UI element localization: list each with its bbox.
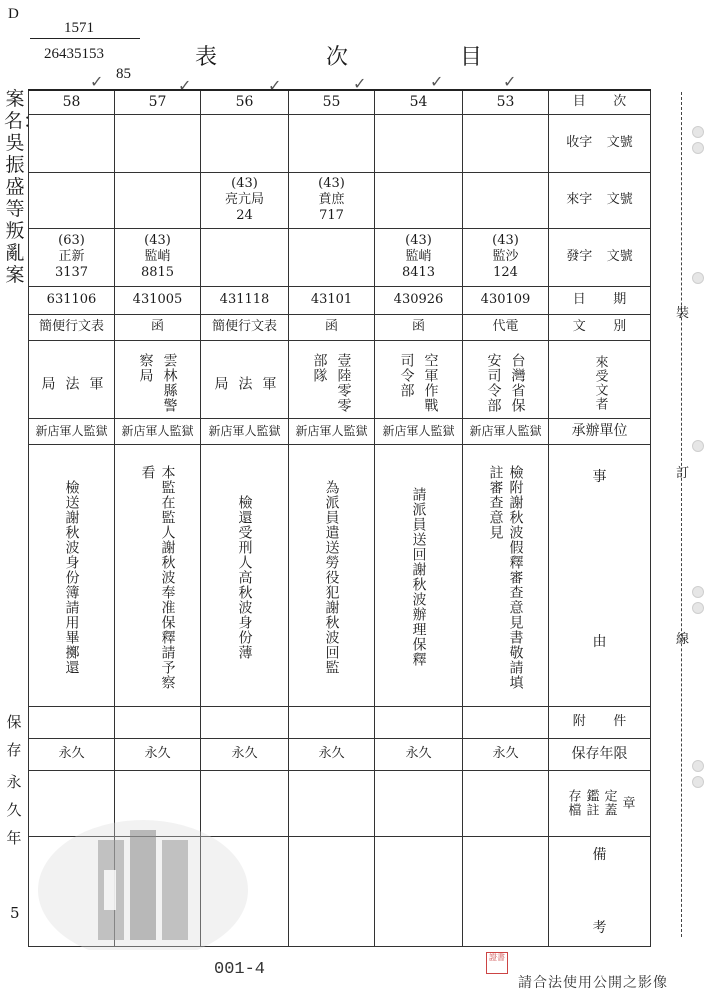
row-attachment [29, 706, 651, 738]
punch-hole [692, 760, 704, 772]
binding-char: 裝 [676, 306, 690, 321]
date-cell: 431118 [201, 286, 289, 314]
label-text: 收字 [566, 135, 593, 150]
outgoing-cell: (43) 監峭 8815 [115, 228, 201, 286]
label-text: 件 [613, 714, 627, 729]
outgoing-cell: (43) 監沙 124 [463, 228, 549, 286]
date-cell: 631106 [29, 286, 115, 314]
retention-cell: 永久 [375, 738, 463, 770]
title-char-2: 次 [326, 45, 351, 70]
label-text: 事 [592, 468, 607, 485]
attachment-cell [201, 706, 289, 738]
label-text: 存檔 [565, 789, 581, 817]
retention-cell: 永久 [289, 738, 375, 770]
subject-cell: 為派員遣送勞役犯謝秋波回監 [289, 444, 375, 706]
retention-cell: 永久 [463, 738, 549, 770]
retention-cell: 永久 [115, 738, 201, 770]
label-text: 別 [613, 319, 627, 334]
subject-cell: 檢還受刑人高秋波身份薄 [201, 444, 289, 706]
record-number-bottom: 26435153 [44, 46, 104, 62]
punch-hole [692, 776, 704, 788]
seal-stamp: 證書 [486, 952, 508, 974]
remarks-cell [375, 836, 463, 946]
row-label-date [549, 286, 651, 314]
remarks-cell [463, 836, 549, 946]
row-label-doctype [549, 314, 651, 340]
incoming-cell [375, 172, 463, 228]
punch-hole [692, 272, 704, 284]
archive-cell [375, 770, 463, 836]
row-label-remarks [549, 836, 651, 946]
received-cell [29, 114, 115, 172]
row-label-retention: 保存年限 [549, 738, 651, 770]
row-handler [29, 418, 651, 444]
from-to-cell: 軍 法 局 [201, 340, 289, 418]
date-cell: 430109 [463, 286, 549, 314]
doc-letter: D [8, 6, 19, 22]
record-number-small: 85 [116, 66, 131, 82]
date-cell: 43101 [289, 286, 375, 314]
attachment-cell [289, 706, 375, 738]
label-text: 期 [613, 292, 627, 307]
row-outgoing [29, 228, 651, 286]
title-char-3: 目 [460, 45, 485, 70]
item-number: 58 [29, 90, 115, 114]
case-title: 案名：吳振盛等叛亂案 [4, 88, 43, 286]
handler-cell: 新店軍人監獄 [289, 418, 375, 444]
row-label-incoming [549, 172, 651, 228]
received-cell [115, 114, 201, 172]
page-number: 001-4 [214, 960, 266, 979]
row-doctype [29, 314, 651, 340]
label-text: 文號 [606, 135, 633, 150]
subject-cell: 請派員送回謝秋波辦理保釋 [375, 444, 463, 706]
row-label-attachment [549, 706, 651, 738]
incoming-cell [29, 172, 115, 228]
handler-cell: 新店軍人監獄 [29, 418, 115, 444]
label-text: 文 [572, 319, 586, 334]
doctype-cell: 代電 [463, 314, 549, 340]
received-cell [201, 114, 289, 172]
remarks-cell [289, 836, 375, 946]
doctype-cell: 函 [289, 314, 375, 340]
handler-cell: 新店軍人監獄 [201, 418, 289, 444]
row-retention [29, 738, 651, 770]
row-label-outgoing [549, 228, 651, 286]
row-received [29, 114, 651, 172]
attachment-cell [115, 706, 201, 738]
record-number-top: 1571 [64, 20, 94, 36]
label-text: 由 [592, 633, 607, 650]
label-text: 備 [592, 846, 607, 863]
punch-hole [692, 586, 704, 598]
item-number: 54 [375, 90, 463, 114]
check-mark: ✓ [353, 74, 367, 93]
row-label-archive [549, 770, 651, 836]
title-char-1: 表 [195, 45, 220, 70]
doctype-cell: 函 [375, 314, 463, 340]
row-label-item [549, 90, 651, 114]
check-mark: ✓ [430, 72, 444, 91]
punch-hole [692, 440, 704, 452]
incoming-cell: (43) 亮亢局 24 [201, 172, 289, 228]
date-cell: 431005 [115, 286, 201, 314]
received-cell [289, 114, 375, 172]
subject-cell: 本監在監人謝秋波奉准保釋請予察 看 [115, 444, 201, 706]
retention-side-label: 保存 [6, 713, 22, 759]
incoming-cell [463, 172, 549, 228]
label-text: 考 [592, 919, 607, 936]
subject-cell: 檢送謝秋波身份簿請用畢擲還 [29, 444, 115, 706]
item-number: 56 [201, 90, 289, 114]
subject-cell: 檢附謝秋波假釋審查意見書敬請填 註審查意見 [463, 444, 549, 706]
received-cell [463, 114, 549, 172]
handler-cell: 新店軍人監獄 [115, 418, 201, 444]
incoming-cell: (43) 賁庶 717 [289, 172, 375, 228]
from-to-cell: 台灣省保 安司令部 [463, 340, 549, 418]
outgoing-cell: (63) 正新 3137 [29, 228, 115, 286]
attachment-cell [29, 706, 115, 738]
label-text: 日 [572, 292, 586, 307]
archive-watermark-logo [38, 800, 248, 950]
binding-line [681, 92, 682, 937]
handler-cell: 新店軍人監獄 [375, 418, 463, 444]
label-text: 來字 [566, 192, 593, 207]
retention-side-value: 永久年 [6, 773, 22, 847]
binding-char: 線 [676, 632, 690, 647]
attachment-cell [375, 706, 463, 738]
label-text: 鑑註 [583, 789, 599, 817]
row-label-handler: 承辦單位 [549, 418, 651, 444]
row-label-subject [549, 444, 651, 706]
incoming-cell [115, 172, 201, 228]
row-from-to [29, 340, 651, 418]
row-label-from-to [549, 340, 651, 418]
check-mark: ✓ [503, 72, 517, 91]
usage-notice: 請合法使用公開之影像 [518, 975, 668, 991]
outgoing-cell [201, 228, 289, 286]
item-number: 57 [115, 90, 201, 114]
binding-char: 訂 [676, 466, 690, 481]
row-date [29, 286, 651, 314]
handler-cell: 新店軍人監獄 [463, 418, 549, 444]
check-mark: ✓ [268, 76, 282, 95]
item-number: 55 [289, 90, 375, 114]
date-cell: 430926 [375, 286, 463, 314]
check-mark: ✓ [178, 76, 192, 95]
item-number: 53 [463, 90, 549, 114]
archive-cell [289, 770, 375, 836]
row-label-received [549, 114, 651, 172]
doctype-cell: 函 [115, 314, 201, 340]
retention-side-number: 5 [10, 904, 20, 922]
row-incoming [29, 172, 651, 228]
from-to-cell: 壹陸零零 部隊 [289, 340, 375, 418]
from-to-cell: 雲林縣警 察局 [115, 340, 201, 418]
outgoing-cell: (43) 監峭 8413 [375, 228, 463, 286]
label-text: 次 [613, 94, 627, 110]
doctype-cell: 簡便行文表 [201, 314, 289, 340]
retention-cell: 永久 [201, 738, 289, 770]
label-text: 發字 [566, 249, 593, 264]
label-text: 目 [572, 94, 586, 110]
outgoing-cell [289, 228, 375, 286]
label-text: 文號 [606, 249, 633, 264]
label-text: 附 [572, 714, 586, 729]
doctype-cell: 簡便行文表 [29, 314, 115, 340]
from-to-cell: 空軍作戰 司令部 [375, 340, 463, 418]
check-mark: ✓ [90, 72, 104, 91]
label-text: 章 [619, 796, 635, 810]
archive-cell [463, 770, 549, 836]
row-item [29, 90, 651, 114]
retention-cell: 永久 [29, 738, 115, 770]
punch-hole [692, 126, 704, 138]
attachment-cell [463, 706, 549, 738]
label-text: 定蓋 [601, 789, 617, 817]
fraction-line [30, 38, 140, 39]
from-to-cell: 軍 法 局 [29, 340, 115, 418]
punch-hole [692, 602, 704, 614]
label-text: 來受文者 [592, 355, 608, 411]
row-subject [29, 444, 651, 706]
label-text: 文號 [606, 192, 633, 207]
punch-hole [692, 142, 704, 154]
received-cell [375, 114, 463, 172]
